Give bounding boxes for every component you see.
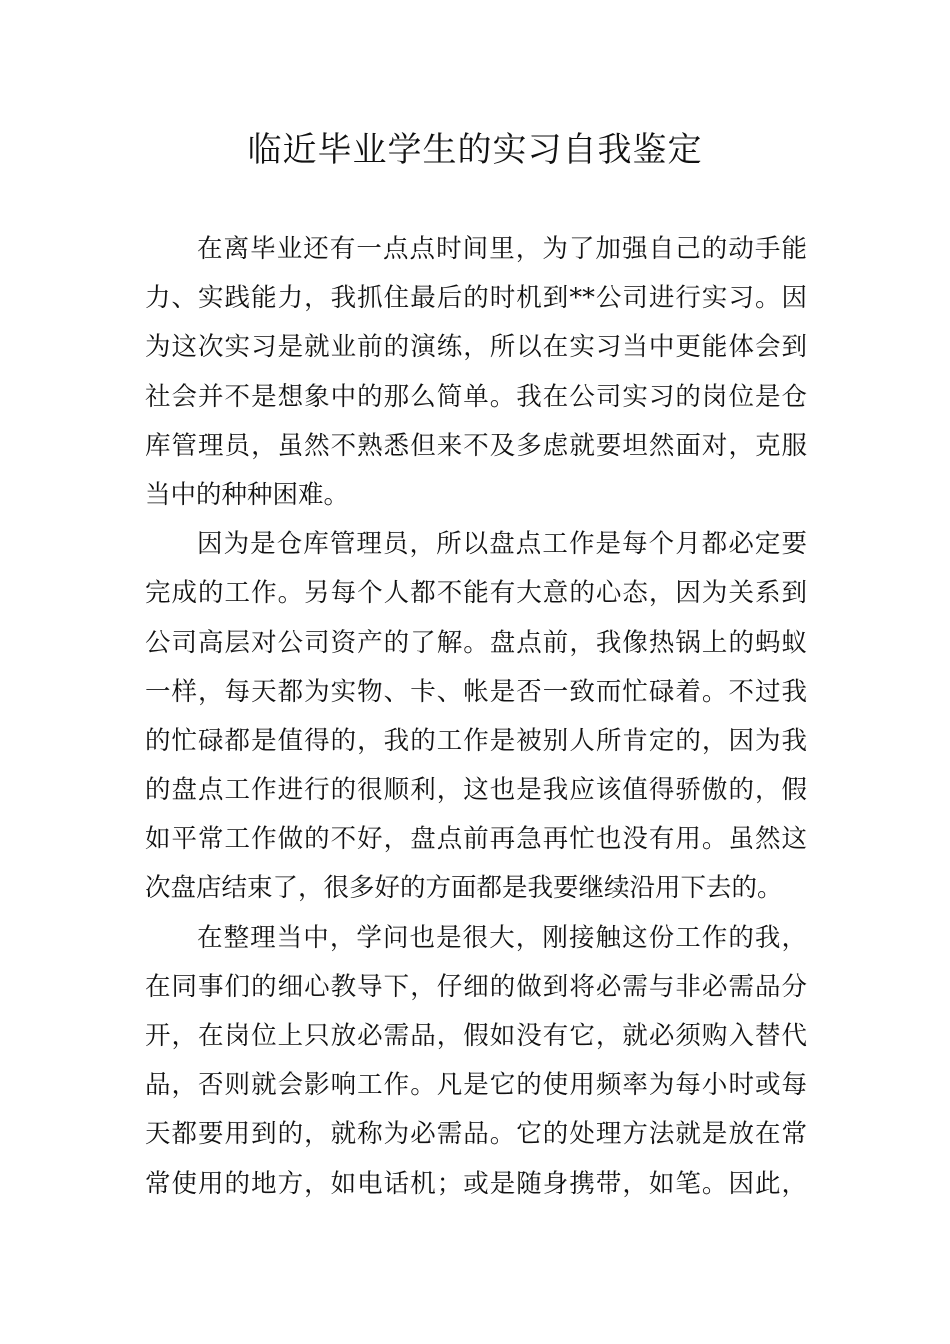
paragraph-1 [145,225,807,520]
text-line: 天都要用到的，就称为必需品。它的处理方法就是放在常 [145,1119,807,1150]
paragraph-3 [145,914,807,1209]
text-line: 公司高层对公司资产的了解。盘点前，我像热锅上的蚂蚁 [145,627,807,658]
text-line: 如平常工作做的不好，盘点前再急再忙也没有用。虽然这 [145,824,807,855]
text-line: 因为是仓库管理员，所以盘点工作是每个月都必定要 [197,529,807,560]
text-line: 在整理当中，学问也是很大，刚接触这份工作的我， [197,922,807,953]
text-line: 在离毕业还有一点点时间里，为了加强自己的动手能 [197,234,807,264]
text-line: 次盘店结束了，很多好的方面都是我要继续沿用下去的。 [145,873,783,904]
paragraph-2 [145,520,807,914]
text-line: 的忙碌都是值得的，我的工作是被别人所肯定的，因为我 [145,725,807,756]
text-line: 在同事们的细心教导下，仔细的做到将必需与非必需品分 [145,971,807,1002]
text-line: 的盘点工作进行的很顺利，这也是我应该值得骄傲的，假 [145,775,807,806]
text-line: 为这次实习是就业前的演练，所以在实习当中更能体会到 [145,332,807,363]
text-line: 品，否则就会影响工作。凡是它的使用频率为每小时或每 [145,1070,807,1101]
document-title: 临近毕业学生的实习自我鉴定 [247,130,703,170]
text-line: 常使用的地方，如电话机；或是随身携带，如笔。因此， [145,1168,807,1199]
text-line: 力、实践能力，我抓住最后的时机到**公司进行实习。因 [145,283,807,314]
text-line: 完成的工作。另每个人都不能有大意的心态，因为关系到 [145,578,807,609]
text-line: 一样，每天都为实物、卡、帐是否一致而忙碌着。不过我 [145,676,807,707]
document-body [145,225,807,1209]
text-line: 社会并不是想象中的那么简单。我在公司实习的岗位是仓 [145,381,807,412]
text-line: 当中的种种困难。 [145,479,350,510]
text-line: 库管理员，虽然不熟悉但来不及多虑就要坦然面对，克服 [145,430,807,461]
text-line: 开，在岗位上只放必需品，假如没有它，就必须购入替代 [145,1021,807,1051]
